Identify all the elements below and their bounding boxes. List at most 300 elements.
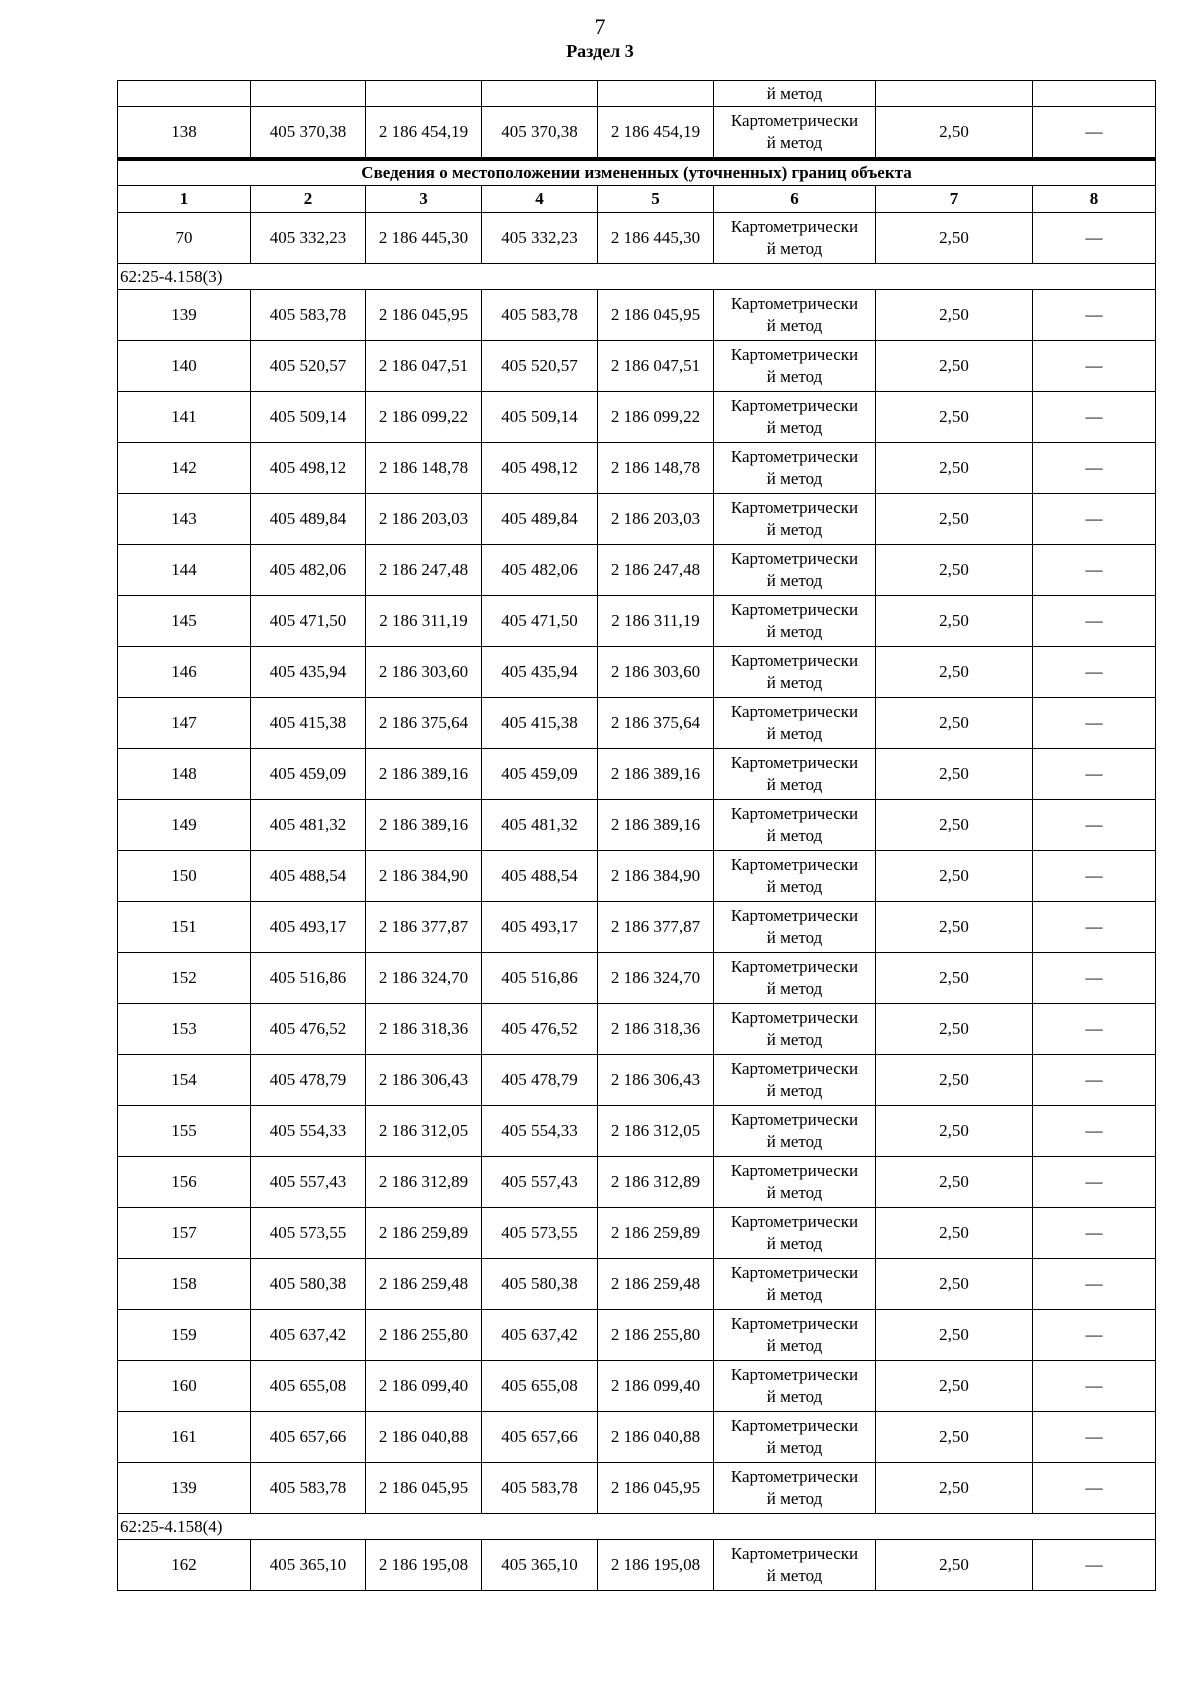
method-line-2: й метод (766, 826, 823, 845)
dash-cell: — (1033, 902, 1156, 953)
dash-cell: — (1033, 596, 1156, 647)
new-x: 405 435,94 (482, 647, 598, 698)
method-line-2: й метод (766, 367, 823, 386)
table-row (118, 647, 1156, 698)
parcel-group-label: 62:25-4.158(4) (118, 1514, 1156, 1540)
new-x: 405 554,33 (482, 1106, 598, 1157)
old-x: 405 489,84 (251, 494, 366, 545)
point-number: 160 (118, 1361, 251, 1412)
old-y: 2 186 040,88 (366, 1412, 482, 1463)
method-cell (714, 443, 876, 494)
old-x: 405 516,86 (251, 953, 366, 1004)
point-number: 154 (118, 1055, 251, 1106)
method-line-1: Картометрически (730, 217, 859, 236)
new-y: 2 186 259,89 (598, 1208, 714, 1259)
accuracy-value: 2,50 (876, 1361, 1033, 1412)
column-number: 2 (251, 186, 366, 213)
method-cell (714, 1106, 876, 1157)
dash-cell: — (1033, 1540, 1156, 1591)
old-x: 405 459,09 (251, 749, 366, 800)
old-x: 405 370,38 (251, 107, 366, 160)
accuracy-value: 2,50 (876, 341, 1033, 392)
old-y: 2 186 045,95 (366, 290, 482, 341)
accuracy-value: 2,50 (876, 107, 1033, 160)
accuracy-value: 2,50 (876, 443, 1033, 494)
old-x: 405 509,14 (251, 392, 366, 443)
point-number: 157 (118, 1208, 251, 1259)
method-line-1: Картометрически (730, 1110, 859, 1129)
old-y: 2 186 311,19 (366, 596, 482, 647)
new-x: 405 520,57 (482, 341, 598, 392)
table-row (118, 698, 1156, 749)
old-x: 405 554,33 (251, 1106, 366, 1157)
section-title: Раздел 3 (566, 41, 634, 61)
old-x: 405 657,66 (251, 1412, 366, 1463)
new-y: 2 186 247,48 (598, 545, 714, 596)
point-number: 159 (118, 1310, 251, 1361)
dash-cell: — (1033, 1157, 1156, 1208)
dash-cell: — (1033, 1004, 1156, 1055)
accuracy-value: 2,50 (876, 494, 1033, 545)
accuracy-value: 2,50 (876, 1540, 1033, 1591)
point-number: 143 (118, 494, 251, 545)
method-line-2: й метод (766, 622, 823, 641)
column-number: 1 (118, 186, 251, 213)
new-x: 405 476,52 (482, 1004, 598, 1055)
old-x: 405 435,94 (251, 647, 366, 698)
table-row (118, 800, 1156, 851)
dash-cell: — (1033, 800, 1156, 851)
accuracy-value: 2,50 (876, 851, 1033, 902)
new-x: 405 657,66 (482, 1412, 598, 1463)
method-line-2: й метод (766, 724, 823, 743)
old-x: 405 365,10 (251, 1540, 366, 1591)
method-line-1: Картометрически (730, 957, 859, 976)
dash-cell: — (1033, 107, 1156, 160)
accuracy-value: 2,50 (876, 213, 1033, 264)
accuracy-value: 2,50 (876, 1208, 1033, 1259)
section-heading-row (118, 159, 1156, 186)
dash-cell: — (1033, 341, 1156, 392)
method-line-2: й метод (766, 1183, 823, 1202)
method-cell (714, 1004, 876, 1055)
dash-cell: — (1033, 1310, 1156, 1361)
method-line-1: Картометрически (730, 1212, 859, 1231)
boundary-coordinates-table (117, 80, 1156, 1591)
new-y: 2 186 311,19 (598, 596, 714, 647)
accuracy-value: 2,50 (876, 1106, 1033, 1157)
column-number: 5 (598, 186, 714, 213)
method-line-1: Картометрически (730, 600, 859, 619)
old-y: 2 186 203,03 (366, 494, 482, 545)
dash-cell: — (1033, 443, 1156, 494)
method-cell (714, 392, 876, 443)
method-line-2: й метод (766, 775, 823, 794)
table-row (118, 494, 1156, 545)
column-number: 4 (482, 186, 598, 213)
new-y: 2 186 255,80 (598, 1310, 714, 1361)
method-line-2: й метод (766, 673, 823, 692)
method-cell (714, 1259, 876, 1310)
method-line-2: й метод (766, 877, 823, 896)
old-y: 2 186 312,89 (366, 1157, 482, 1208)
point-number: 139 (118, 1463, 251, 1514)
new-x: 405 478,79 (482, 1055, 598, 1106)
dash-cell: — (1033, 698, 1156, 749)
point-number: 145 (118, 596, 251, 647)
method-line-1: Картометрически (730, 753, 859, 772)
new-x: 405 332,23 (482, 213, 598, 264)
method-cell (714, 902, 876, 953)
method-line-1: Картометрически (730, 1416, 859, 1435)
table-row (118, 213, 1156, 264)
new-y: 2 186 047,51 (598, 341, 714, 392)
old-y: 2 186 306,43 (366, 1055, 482, 1106)
new-x: 405 489,84 (482, 494, 598, 545)
old-x: 405 481,32 (251, 800, 366, 851)
accuracy-value: 2,50 (876, 698, 1033, 749)
column-number: 6 (714, 186, 876, 213)
point-number: 138 (118, 107, 251, 160)
old-y: 2 186 255,80 (366, 1310, 482, 1361)
old-y: 2 186 099,40 (366, 1361, 482, 1412)
table-row (118, 443, 1156, 494)
method-line-1: Картометрически (730, 294, 859, 313)
point-number: 158 (118, 1259, 251, 1310)
table-row (118, 596, 1156, 647)
new-x: 405 509,14 (482, 392, 598, 443)
point-number: 141 (118, 392, 251, 443)
method-line-2: й метод (766, 1132, 823, 1151)
accuracy-value: 2,50 (876, 647, 1033, 698)
point-number: 150 (118, 851, 251, 902)
point-number: 144 (118, 545, 251, 596)
new-y: 2 186 040,88 (598, 1412, 714, 1463)
dash-cell: — (1033, 647, 1156, 698)
table-row (118, 1463, 1156, 1514)
table-row-partial (118, 81, 1156, 107)
method-line-1: Картометрически (730, 804, 859, 823)
new-x: 405 471,50 (482, 596, 598, 647)
accuracy-value: 2,50 (876, 800, 1033, 851)
old-y: 2 186 389,16 (366, 749, 482, 800)
method-line-2: й метод (766, 1438, 823, 1457)
method-line-2: й метод (766, 979, 823, 998)
method-cell (714, 800, 876, 851)
old-x: 405 573,55 (251, 1208, 366, 1259)
method-line-2: й метод (766, 133, 823, 152)
method-cell (714, 341, 876, 392)
new-x: 405 365,10 (482, 1540, 598, 1591)
old-x: 405 557,43 (251, 1157, 366, 1208)
old-x: 405 478,79 (251, 1055, 366, 1106)
old-y: 2 186 389,16 (366, 800, 482, 851)
dash-cell: — (1033, 1208, 1156, 1259)
dash-cell: — (1033, 290, 1156, 341)
old-x: 405 655,08 (251, 1361, 366, 1412)
point-number: 147 (118, 698, 251, 749)
old-x: 405 520,57 (251, 341, 366, 392)
new-x: 405 493,17 (482, 902, 598, 953)
dash-cell: — (1033, 213, 1156, 264)
method-line-2: й метод (766, 1336, 823, 1355)
point-number: 161 (118, 1412, 251, 1463)
method-line-1: Картометрически (730, 702, 859, 721)
accuracy-value: 2,50 (876, 1055, 1033, 1106)
method-cell (714, 213, 876, 264)
table-body (118, 81, 1156, 1591)
new-y: 2 186 045,95 (598, 1463, 714, 1514)
old-x: 405 476,52 (251, 1004, 366, 1055)
table-row (118, 290, 1156, 341)
new-y: 2 186 389,16 (598, 800, 714, 851)
method-line-1: Картометрически (730, 1008, 859, 1027)
new-y: 2 186 445,30 (598, 213, 714, 264)
method-cell (714, 1463, 876, 1514)
dash-cell: — (1033, 953, 1156, 1004)
old-y: 2 186 259,48 (366, 1259, 482, 1310)
method-cell (714, 1310, 876, 1361)
method-line-2: й метод (766, 1566, 823, 1585)
table-row (118, 545, 1156, 596)
parcel-group-row (118, 264, 1156, 290)
accuracy-value: 2,50 (876, 1157, 1033, 1208)
method-cell (714, 1157, 876, 1208)
old-x: 405 583,78 (251, 1463, 366, 1514)
new-x: 405 637,42 (482, 1310, 598, 1361)
page-number: 7 (594, 14, 606, 39)
method-line-1: Картометрически (730, 498, 859, 517)
dash-cell: — (1033, 1055, 1156, 1106)
new-x: 405 488,54 (482, 851, 598, 902)
method-cell (714, 494, 876, 545)
method-line-1: Картометрически (730, 447, 859, 466)
method-line-2: й метод (766, 1030, 823, 1049)
table-row (118, 1361, 1156, 1412)
method-line-1: Картометрически (730, 906, 859, 925)
new-y: 2 186 312,05 (598, 1106, 714, 1157)
column-number: 7 (876, 186, 1033, 213)
old-y: 2 186 324,70 (366, 953, 482, 1004)
dash-cell: — (1033, 494, 1156, 545)
method-line-1: Картометрически (730, 111, 859, 130)
point-number: 70 (118, 213, 251, 264)
method-line-1: Картометрически (730, 549, 859, 568)
dash-cell: — (1033, 1361, 1156, 1412)
old-y: 2 186 318,36 (366, 1004, 482, 1055)
method-cell (714, 851, 876, 902)
dash-cell: — (1033, 1463, 1156, 1514)
new-y: 2 186 384,90 (598, 851, 714, 902)
old-x: 405 583,78 (251, 290, 366, 341)
new-y: 2 186 318,36 (598, 1004, 714, 1055)
point-number: 142 (118, 443, 251, 494)
accuracy-value: 2,50 (876, 1004, 1033, 1055)
method-line-2: й метод (766, 1285, 823, 1304)
point-number: 155 (118, 1106, 251, 1157)
point-number: 162 (118, 1540, 251, 1591)
method-cell (714, 596, 876, 647)
method-line-2: й метод (766, 239, 823, 258)
old-x: 405 637,42 (251, 1310, 366, 1361)
method-cell (714, 749, 876, 800)
method-cell (714, 698, 876, 749)
method-line-2: й метод (766, 316, 823, 335)
new-x: 405 583,78 (482, 290, 598, 341)
table-row (118, 1106, 1156, 1157)
new-y: 2 186 303,60 (598, 647, 714, 698)
old-y: 2 186 445,30 (366, 213, 482, 264)
point-number: 151 (118, 902, 251, 953)
new-y: 2 186 099,22 (598, 392, 714, 443)
old-y: 2 186 247,48 (366, 545, 482, 596)
method-line-2: й метод (766, 418, 823, 437)
new-x: 405 370,38 (482, 107, 598, 160)
column-number: 8 (1033, 186, 1156, 213)
method-cell (714, 107, 876, 160)
old-x: 405 471,50 (251, 596, 366, 647)
old-y: 2 186 303,60 (366, 647, 482, 698)
method-tail: й метод (714, 81, 876, 107)
new-x: 405 573,55 (482, 1208, 598, 1259)
new-y: 2 186 195,08 (598, 1540, 714, 1591)
accuracy-value: 2,50 (876, 1463, 1033, 1514)
method-line-2: й метод (766, 1489, 823, 1508)
accuracy-value: 2,50 (876, 392, 1033, 443)
point-number: 149 (118, 800, 251, 851)
new-x: 405 482,06 (482, 545, 598, 596)
old-y: 2 186 454,19 (366, 107, 482, 160)
table-row (118, 1157, 1156, 1208)
dash-cell: — (1033, 1106, 1156, 1157)
method-line-2: й метод (766, 1234, 823, 1253)
method-line-1: Картометрически (730, 1314, 859, 1333)
accuracy-value: 2,50 (876, 545, 1033, 596)
column-number-row (118, 186, 1156, 213)
old-y: 2 186 047,51 (366, 341, 482, 392)
method-line-1: Картометрически (730, 1544, 859, 1563)
accuracy-value: 2,50 (876, 596, 1033, 647)
table-row (118, 1055, 1156, 1106)
new-y: 2 186 148,78 (598, 443, 714, 494)
point-number: 146 (118, 647, 251, 698)
point-number: 152 (118, 953, 251, 1004)
old-x: 405 580,38 (251, 1259, 366, 1310)
table-row (118, 107, 1156, 160)
method-line-1: Картометрически (730, 1059, 859, 1078)
method-line-1: Картометрически (730, 1365, 859, 1384)
table-row (118, 1540, 1156, 1591)
method-line-2: й метод (766, 520, 823, 539)
table-row (118, 749, 1156, 800)
method-cell (714, 290, 876, 341)
column-number: 3 (366, 186, 482, 213)
new-x: 405 580,38 (482, 1259, 598, 1310)
method-line-2: й метод (766, 469, 823, 488)
point-number: 139 (118, 290, 251, 341)
method-line-1: Картометрически (730, 651, 859, 670)
method-cell (714, 1412, 876, 1463)
new-y: 2 186 389,16 (598, 749, 714, 800)
method-cell (714, 1055, 876, 1106)
method-line-2: й метод (766, 1081, 823, 1100)
old-x: 405 488,54 (251, 851, 366, 902)
old-x: 405 415,38 (251, 698, 366, 749)
new-y: 2 186 099,40 (598, 1361, 714, 1412)
old-y: 2 186 259,89 (366, 1208, 482, 1259)
old-y: 2 186 195,08 (366, 1540, 482, 1591)
new-y: 2 186 306,43 (598, 1055, 714, 1106)
old-y: 2 186 045,95 (366, 1463, 482, 1514)
table-row (118, 1412, 1156, 1463)
table-row (118, 953, 1156, 1004)
accuracy-value: 2,50 (876, 953, 1033, 1004)
new-x: 405 415,38 (482, 698, 598, 749)
method-line-1: Картометрически (730, 855, 859, 874)
method-line-2: й метод (766, 928, 823, 947)
table-row (118, 341, 1156, 392)
old-x: 405 332,23 (251, 213, 366, 264)
parcel-group-row (118, 1514, 1156, 1540)
method-line-1: Картометрически (730, 345, 859, 364)
dash-cell: — (1033, 851, 1156, 902)
new-x: 405 459,09 (482, 749, 598, 800)
accuracy-value: 2,50 (876, 1412, 1033, 1463)
method-line-1: Картометрически (730, 1263, 859, 1282)
parcel-group-label: 62:25-4.158(3) (118, 264, 1156, 290)
accuracy-value: 2,50 (876, 1259, 1033, 1310)
table-row (118, 902, 1156, 953)
new-x: 405 655,08 (482, 1361, 598, 1412)
new-x: 405 498,12 (482, 443, 598, 494)
old-x: 405 482,06 (251, 545, 366, 596)
new-y: 2 186 324,70 (598, 953, 714, 1004)
method-cell (714, 1540, 876, 1591)
method-cell (714, 1208, 876, 1259)
method-cell (714, 953, 876, 1004)
old-x: 405 493,17 (251, 902, 366, 953)
dash-cell: — (1033, 1259, 1156, 1310)
section-heading: Сведения о местоположении измененных (уточненных) границ объекта (118, 159, 1156, 186)
new-y: 2 186 203,03 (598, 494, 714, 545)
accuracy-value: 2,50 (876, 902, 1033, 953)
method-cell (714, 1361, 876, 1412)
point-number: 153 (118, 1004, 251, 1055)
table-row (118, 1310, 1156, 1361)
point-number: 148 (118, 749, 251, 800)
dash-cell: — (1033, 749, 1156, 800)
method-line-1: Картометрически (730, 1467, 859, 1486)
new-x: 405 481,32 (482, 800, 598, 851)
point-number: 140 (118, 341, 251, 392)
new-y: 2 186 375,64 (598, 698, 714, 749)
method-line-1: Картометрически (730, 1161, 859, 1180)
point-number: 156 (118, 1157, 251, 1208)
old-y: 2 186 377,87 (366, 902, 482, 953)
new-x: 405 557,43 (482, 1157, 598, 1208)
table-row (118, 851, 1156, 902)
accuracy-value: 2,50 (876, 749, 1033, 800)
method-cell (714, 545, 876, 596)
dash-cell: — (1033, 1412, 1156, 1463)
old-y: 2 186 099,22 (366, 392, 482, 443)
new-y: 2 186 454,19 (598, 107, 714, 160)
table-row (118, 1208, 1156, 1259)
table-row (118, 1004, 1156, 1055)
table-row (118, 392, 1156, 443)
method-cell (714, 647, 876, 698)
method-line-1: Картометрически (730, 396, 859, 415)
